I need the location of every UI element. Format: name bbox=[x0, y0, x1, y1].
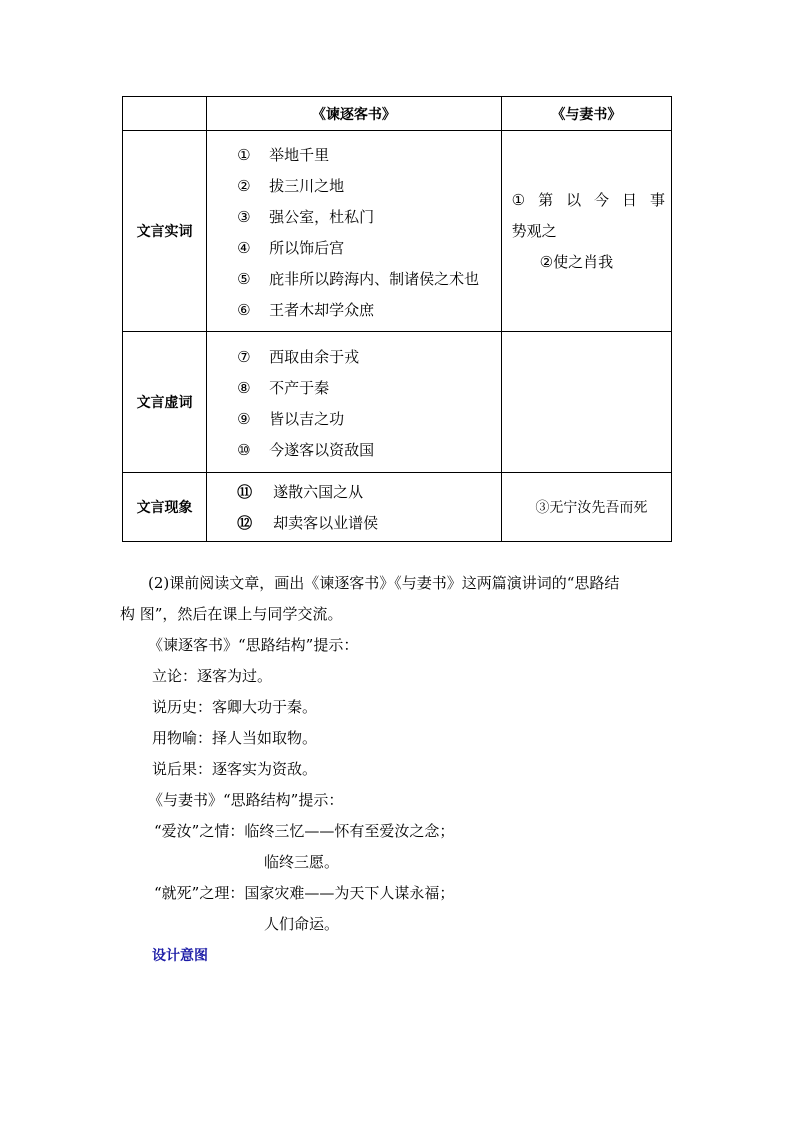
item-text: 遂散六国之从 bbox=[273, 483, 364, 501]
table-row bbox=[123, 131, 672, 332]
hint-death-line-2: 人们命运。 bbox=[264, 915, 340, 933]
item-number: ⑫ bbox=[237, 514, 253, 532]
list-item bbox=[237, 263, 501, 294]
right-cell: ③无宁汝先吾而死 bbox=[501, 473, 671, 542]
list-item bbox=[237, 507, 501, 538]
item-number: ① bbox=[237, 145, 251, 164]
item-text: 皆以吉之功 bbox=[269, 410, 345, 428]
item-text: 庇非所以跨海内、制诸侯之术也 bbox=[269, 270, 480, 288]
hint-death-line-1: “就死”之理：国家灾难——为天下人谋永福； bbox=[154, 884, 455, 902]
table-header-row bbox=[123, 97, 672, 131]
item-text: 所以饰后宫 bbox=[269, 239, 345, 257]
right-line: ①第以今日事 bbox=[511, 190, 667, 209]
item-number: ⑥ bbox=[237, 300, 251, 319]
left-list bbox=[207, 131, 502, 332]
list-item bbox=[237, 341, 501, 372]
left-list bbox=[207, 332, 502, 473]
item-number: ② bbox=[237, 176, 251, 195]
row-label: 文言虚词 bbox=[123, 332, 207, 473]
list-item bbox=[237, 170, 501, 201]
item-text: 却卖客以业谱侯 bbox=[273, 514, 379, 532]
hint-title-2: 《与妻书》“思路结构”提示： bbox=[148, 791, 344, 809]
hint-title-1: 《谏逐客书》“思路结构”提示： bbox=[148, 636, 359, 654]
item-text: 不产于秦 bbox=[269, 379, 330, 397]
comparison-table bbox=[122, 96, 672, 542]
item-text: 王者木却学众庶 bbox=[269, 301, 375, 319]
table-row bbox=[123, 473, 672, 542]
list-item bbox=[237, 201, 501, 232]
header-yuqishu: 《与妻书》 bbox=[501, 97, 671, 131]
list-item bbox=[237, 294, 501, 325]
row-label: 文言现象 bbox=[123, 473, 207, 542]
item-text: 拔三川之地 bbox=[269, 177, 345, 195]
hint-love-line-1: “爱汝”之情：临终三忆——怀有至爱汝之念； bbox=[154, 822, 455, 840]
item-number: ③ bbox=[237, 207, 251, 226]
item-text: 今遂客以资敌国 bbox=[269, 441, 375, 459]
item-text: 强公室，杜私门 bbox=[269, 208, 375, 226]
section-title: 设计意图 bbox=[152, 948, 208, 964]
item-number: ⑧ bbox=[237, 378, 251, 397]
list-item bbox=[237, 139, 501, 170]
table-row bbox=[123, 332, 672, 473]
hint-item: 说历史：客卿大功于秦。 bbox=[152, 698, 318, 716]
list-item bbox=[237, 434, 501, 465]
right-cell bbox=[501, 131, 671, 332]
row-label: 文言实词 bbox=[123, 131, 207, 332]
header-empty bbox=[123, 97, 207, 131]
header-jianzhukeshu: 《谏逐客书》 bbox=[207, 97, 502, 131]
list-item bbox=[237, 372, 501, 403]
right-line: 势观之 bbox=[511, 221, 557, 240]
right-line: ②使之肖我 bbox=[539, 252, 614, 271]
hint-item: 用物喻：择人当如取物。 bbox=[152, 729, 318, 747]
item-number: ⑪ bbox=[237, 483, 253, 501]
hint-item: 立论：逐客为过。 bbox=[152, 667, 273, 685]
item-number: ⑨ bbox=[237, 409, 251, 428]
item-number: ⑩ bbox=[237, 440, 251, 459]
item-text: 举地千里 bbox=[269, 146, 330, 164]
item-number: ⑦ bbox=[237, 347, 251, 366]
list-item bbox=[237, 476, 501, 507]
item-number: ⑤ bbox=[237, 269, 251, 288]
list-item bbox=[237, 232, 501, 263]
paragraph-line-1: (2)课前阅读文章，画出《谏逐客书》《与妻书》这两篇演讲词的“思路结 bbox=[148, 574, 620, 592]
item-number: ④ bbox=[237, 238, 251, 257]
hint-love-line-2: 临终三愿。 bbox=[264, 853, 340, 871]
paragraph-line-2: 构 图”，然后在课上与同学交流。 bbox=[120, 605, 343, 623]
list-item bbox=[237, 403, 501, 434]
item-text: 西取由余于戎 bbox=[269, 348, 360, 366]
hint-item: 说后果：逐客实为资敌。 bbox=[152, 760, 318, 778]
right-cell-empty bbox=[501, 332, 671, 473]
left-list bbox=[207, 473, 502, 542]
